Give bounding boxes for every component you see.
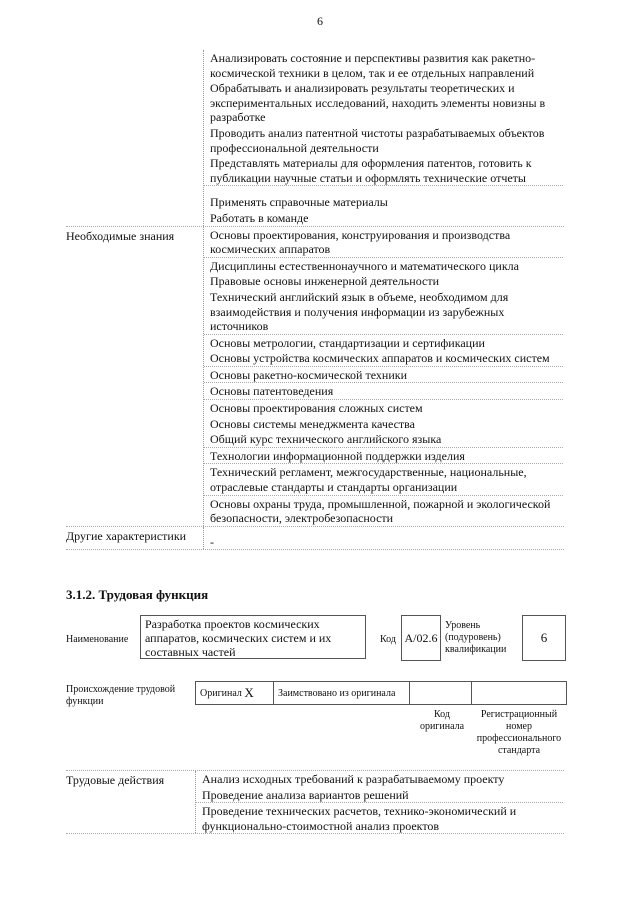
- knowledge-list: [203, 227, 563, 526]
- origin-borrowed-cell: Заимствовано из оригинала: [274, 682, 410, 704]
- requirements-table: [66, 50, 564, 550]
- origin-code-cell: [410, 682, 472, 704]
- level-label-line: Уровень: [445, 620, 481, 631]
- action-item: Анализ исходных требований к разрабатываемому проекту: [202, 772, 505, 786]
- knowledge-item: Технологии информационной поддержки изделия: [204, 448, 563, 465]
- other-row: [66, 526, 564, 551]
- skill-item: Анализировать состояние и перспективы развития как ракетно-космической техники в целом, так и ее отдельных направлений: [210, 51, 536, 80]
- actions-table: [66, 770, 564, 834]
- knowledge-item: Технический регламент, межгосударственные, национальные, отраслевые стандарты и стандарты организации: [204, 464, 563, 495]
- knowledge-label: Необходимые знания: [66, 228, 175, 243]
- action-item: Проведение анализа вариантов решений: [196, 787, 563, 804]
- function-code: А/02.6: [401, 615, 441, 661]
- knowledge-item: Основы проектирования, конструирования и производства космических аппаратов: [204, 227, 563, 258]
- skills-row: [66, 50, 564, 226]
- other-value: -: [210, 534, 214, 549]
- origin-original-mark: X: [244, 685, 254, 700]
- knowledge-item: Основы патентоведения: [204, 383, 563, 400]
- knowledge-item: Общий курс технического английского языка: [204, 431, 563, 448]
- actions-label: Трудовые действия: [66, 773, 165, 787]
- function-name: Разработка проектов космических аппаратов, космических систем и их составных частей: [140, 615, 366, 659]
- origin-table: [195, 681, 567, 705]
- origin-reg-caption: Регистрационный номер профессионального стандарта: [476, 709, 562, 756]
- qualification-level: 6: [522, 615, 566, 661]
- other-label: Другие характеристики: [66, 528, 187, 543]
- level-label-line: квалификации: [445, 644, 507, 655]
- knowledge-row: [66, 226, 564, 526]
- actions-row: [66, 771, 564, 833]
- knowledge-item: Основы метрологии, стандартизации и сертификации: [210, 335, 485, 350]
- knowledge-item: Правовые основы инженерной деятельности: [210, 274, 439, 289]
- knowledge-item: Основы устройства космических аппаратов и космических систем: [204, 350, 563, 367]
- actions-list: [195, 771, 563, 833]
- skills-label: [66, 50, 203, 226]
- origin-label: Происхождение трудовой функции: [66, 684, 176, 707]
- skill-item: Обрабатывать и анализировать результаты теоретических и экспериментальных исследований, находить элементы новизны в разработке: [210, 81, 546, 125]
- knowledge-item: Основы проектирования сложных систем: [210, 401, 423, 416]
- origin-code-caption: Код оригинала: [419, 709, 465, 732]
- knowledge-item: Основы системы менеджмента качества: [210, 416, 415, 431]
- skills-list: [203, 50, 563, 226]
- other-value-cell: [203, 527, 563, 550]
- skill-item: Работать в команде: [210, 210, 309, 225]
- level-label: [445, 620, 506, 656]
- skill-item: Проводить анализ патентной чистоты разрабатываемых объектов профессиональной деятельности: [210, 125, 545, 155]
- origin-original-label: Оригинал: [200, 687, 242, 699]
- origin-reg-cell: [472, 682, 566, 704]
- level-label-line: (подуровень): [445, 632, 501, 643]
- section-title: 3.1.2. Трудовая функция: [66, 587, 209, 602]
- code-label: Код: [380, 634, 396, 645]
- skill-item: Представлять материалы для оформления патентов, готовить к публикации научные статьи и оформлять технические отчеты: [204, 155, 563, 186]
- knowledge-item: Технический английский язык в объеме, необходимом для взаимодействия и получения информации из зарубежных источников: [204, 289, 563, 335]
- page-number: 6: [317, 14, 323, 28]
- knowledge-item: Дисциплины естественнонаучного и математического цикла: [210, 258, 519, 273]
- knowledge-item: Основы охраны труда, промышленной, пожарной и экологической безопасности, электробезопасности: [210, 496, 551, 526]
- action-item: Проведение технических расчетов, технико-экономический и функционально-стоимостной анализ проектов: [202, 804, 517, 833]
- origin-original-cell: [196, 682, 274, 704]
- name-label: Наименование: [66, 634, 129, 645]
- knowledge-item: Основы ракетно-космической техники: [204, 367, 563, 384]
- skill-item: Применять справочные материалы: [210, 195, 388, 210]
